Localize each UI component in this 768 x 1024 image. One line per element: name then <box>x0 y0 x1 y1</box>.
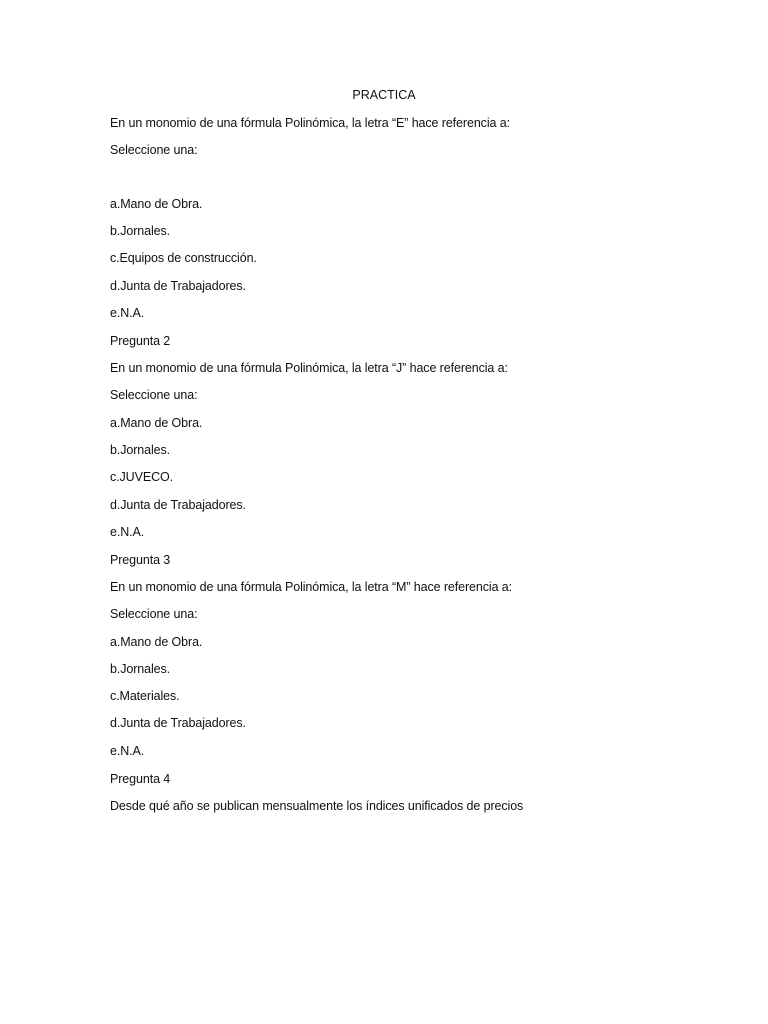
question-3-option-d: d.Junta de Trabajadores. <box>110 716 246 730</box>
question-1-option-c: c.Equipos de construcción. <box>110 251 257 265</box>
question-3-heading: Pregunta 3 <box>110 553 171 567</box>
question-1-option-e: e.N.A. <box>110 306 145 320</box>
question-2-option-d: d.Junta de Trabajadores. <box>110 498 246 512</box>
question-3-option-b: b.Jornales. <box>110 662 171 676</box>
question-3-select-label: Seleccione una: <box>110 607 198 621</box>
question-3-option-e: e.N.A. <box>110 744 145 758</box>
question-2-select-label: Seleccione una: <box>110 388 198 402</box>
question-3-option-a: a.Mano de Obra. <box>110 635 203 649</box>
question-1-text: En un monomio de una fórmula Polinómica, la letra “E” hace referencia a: <box>110 116 510 130</box>
question-4-text: Desde qué año se publican mensualmente los índices unificados de precios <box>110 799 524 813</box>
question-2-option-c: c.JUVECO. <box>110 470 173 484</box>
question-4-heading: Pregunta 4 <box>110 772 171 786</box>
question-2-option-b: b.Jornales. <box>110 443 171 457</box>
question-3-option-c: c.Materiales. <box>110 689 180 703</box>
question-2-text: En un monomio de una fórmula Polinómica, la letra “J” hace referencia a: <box>110 361 508 375</box>
question-1-option-d: d.Junta de Trabajadores. <box>110 279 246 293</box>
question-1-select-label: Seleccione una: <box>110 143 198 157</box>
page-title: PRACTICA <box>352 88 416 102</box>
question-1-option-a: a.Mano de Obra. <box>110 197 203 211</box>
question-2-option-a: a.Mano de Obra. <box>110 416 203 430</box>
question-2-heading: Pregunta 2 <box>110 334 171 348</box>
question-3-text: En un monomio de una fórmula Polinómica, la letra “M” hace referencia a: <box>110 580 513 594</box>
question-1-option-b: b.Jornales. <box>110 224 171 238</box>
question-2-option-e: e.N.A. <box>110 525 145 539</box>
